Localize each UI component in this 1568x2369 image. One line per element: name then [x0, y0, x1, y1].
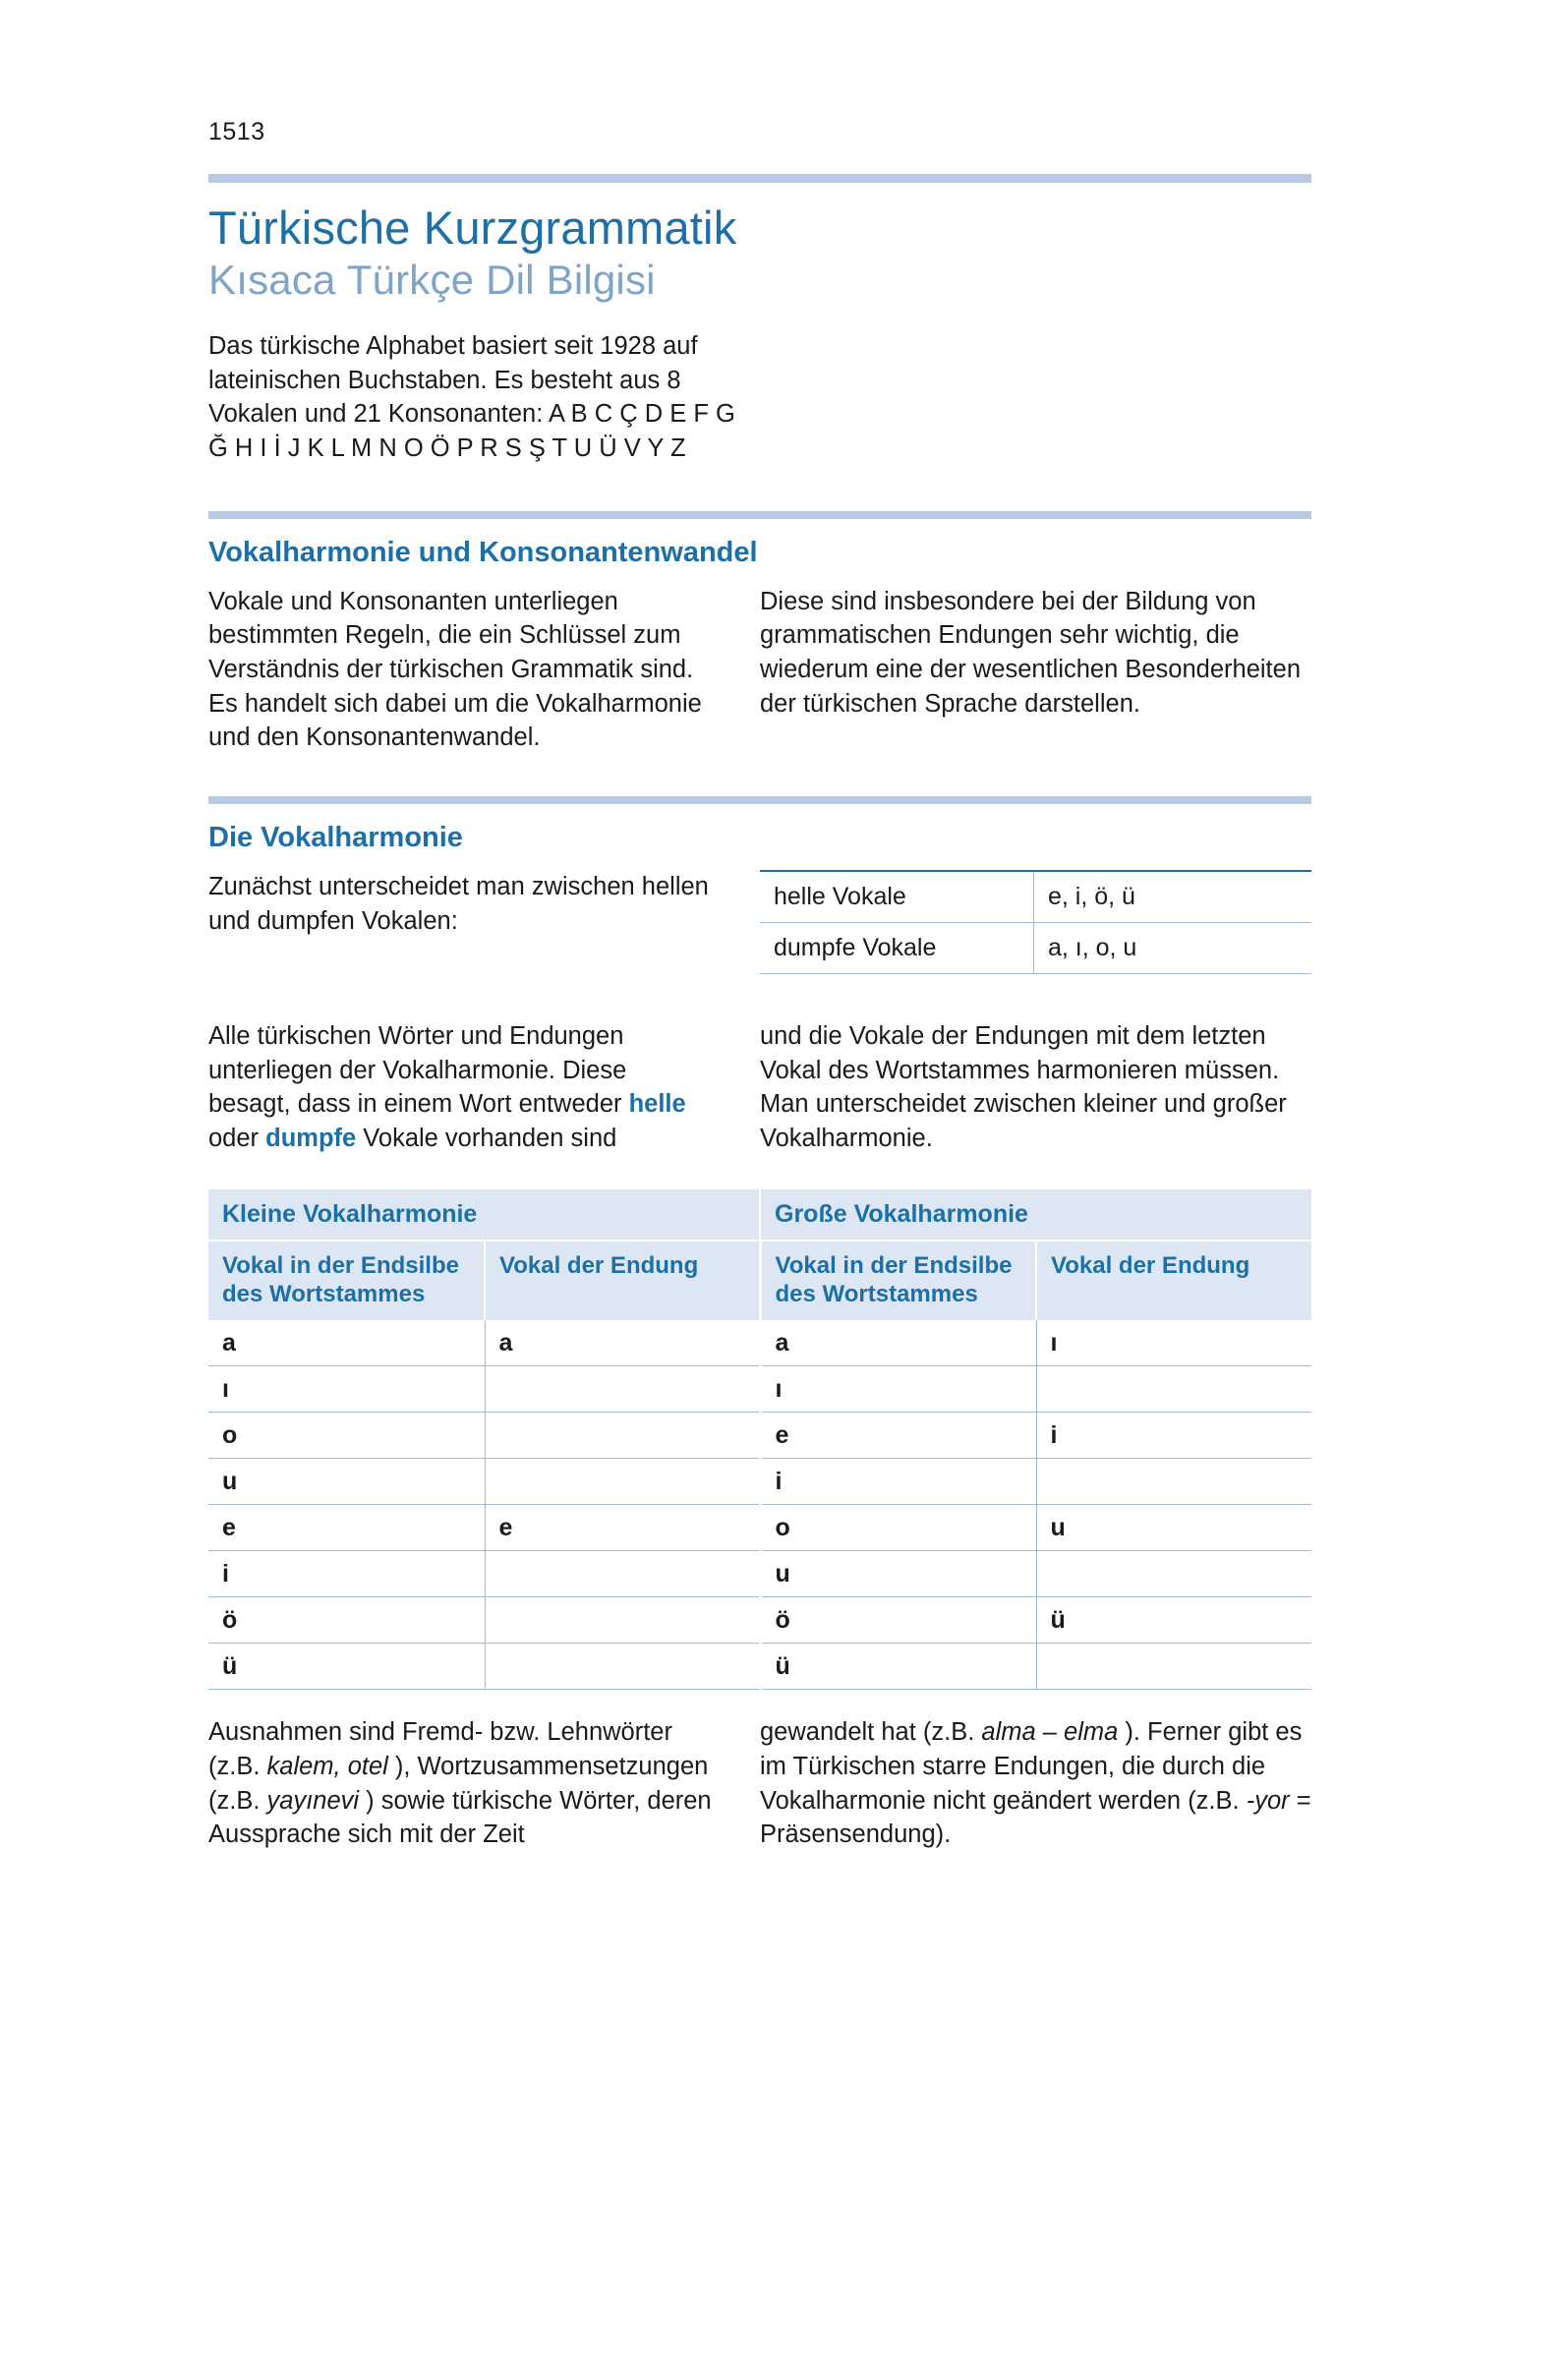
- cell: ö: [760, 1597, 1036, 1644]
- page-title: Türkische Kurzgrammatik: [208, 202, 737, 254]
- text-2: ). Ferner gibt es im Türkischen starre Endungen, die durch die Vokalharmonie nicht geändert werden (z.B.: [760, 1718, 1303, 1815]
- example-alma-elma: alma – elma: [981, 1718, 1119, 1747]
- example-yor: -yor: [1246, 1786, 1290, 1815]
- harmony-col-header-3: Vokal in der Endsilbe des Wortstammes: [760, 1241, 1036, 1321]
- cell: o: [208, 1413, 485, 1459]
- cell: [1036, 1644, 1311, 1690]
- vowel-type-value: a, ı, o, u: [1034, 923, 1312, 974]
- table-row: [208, 1597, 1311, 1644]
- cell: [485, 1366, 760, 1413]
- divider-section-2: [208, 796, 1311, 804]
- text-3: ) sowie türkische Wörter, deren Aussprache sich mit der Zeit: [208, 1786, 712, 1849]
- cell: a: [485, 1320, 760, 1366]
- cell: o: [760, 1505, 1036, 1551]
- exceptions-paragraphs: [208, 1715, 1311, 1852]
- divider-section-1: [208, 511, 1311, 519]
- table-row: [208, 1551, 1311, 1597]
- section-title-vokalharmonie-konsonantenwandel: Vokalharmonie und Konsonantenwandel: [208, 536, 758, 568]
- exceptions-left-paragraph: [208, 1715, 760, 1852]
- harmony-group-grosse: Große Vokalharmonie: [760, 1189, 1311, 1241]
- cell: u: [760, 1551, 1036, 1597]
- cell: [485, 1597, 760, 1644]
- table-row: [208, 1366, 1311, 1413]
- cell: [485, 1459, 760, 1505]
- text-3: = Präsensendung).: [760, 1786, 1311, 1849]
- cell: e: [208, 1505, 485, 1551]
- section-title-die-vokalharmonie: Die Vokalharmonie: [208, 822, 463, 854]
- cell: ı: [760, 1366, 1036, 1413]
- vowel-harmony-left-paragraph: [208, 1019, 760, 1156]
- cell: [1036, 1366, 1311, 1413]
- cell: i: [760, 1459, 1036, 1505]
- vowel-lead-paragraph: Zunächst unterscheidet man zwischen hellen und dumpfen Vokalen:: [208, 873, 709, 935]
- table-row: [760, 871, 1311, 923]
- page-content: [208, 118, 1311, 1852]
- harmony-column-header-row: [208, 1241, 1311, 1321]
- cell: [1036, 1459, 1311, 1505]
- text-mid: oder: [208, 1125, 266, 1153]
- table-row: [208, 1320, 1311, 1366]
- example-yayinevi: yayınevi: [266, 1786, 360, 1815]
- example-kalem-otel: kalem, otel: [266, 1752, 388, 1780]
- cell: a: [208, 1320, 485, 1366]
- cell: [1036, 1551, 1311, 1597]
- cell: u: [1036, 1505, 1311, 1551]
- harmony-col-header-1: Vokal in der Endsilbe des Wortstammes: [208, 1241, 485, 1321]
- vowel-intro-block: [208, 870, 1311, 974]
- cell: e: [760, 1413, 1036, 1459]
- vowel-type-label: dumpfe Vokale: [760, 923, 1034, 974]
- table-row: [208, 1459, 1311, 1505]
- page-subtitle: Kısaca Türkçe Dil Bilgisi: [208, 257, 656, 303]
- cell: ı: [208, 1366, 485, 1413]
- vowel-harmony-explanation: [208, 1019, 1311, 1156]
- harmony-col-header-2: Vokal der Endung: [485, 1241, 760, 1321]
- cell: i: [1036, 1413, 1311, 1459]
- vowel-type-value: e, i, ö, ü: [1034, 871, 1312, 923]
- section-1-right-paragraph: Diese sind insbesondere bei der Bildung von grammatischen Endungen sehr wichtig, die wiederum eine der wesentlichen Besonderheiten der türkischen Sprache darstellen.: [760, 587, 1302, 718]
- cell: [485, 1413, 760, 1459]
- harmony-col-header-4: Vokal der Endung: [1036, 1241, 1311, 1321]
- text-2: ), Wortzusammensetzungen (z.B.: [208, 1752, 709, 1815]
- table-row: [208, 1505, 1311, 1551]
- cell: ı: [1036, 1320, 1311, 1366]
- cell: ü: [208, 1644, 485, 1690]
- harmony-group-kleine: Kleine Vokalharmonie: [208, 1189, 760, 1241]
- vowel-type-label: helle Vokale: [760, 871, 1034, 923]
- cell: e: [485, 1505, 760, 1551]
- divider-top: [208, 174, 1311, 183]
- table-row: [760, 923, 1311, 974]
- section-1-left-paragraph: Vokale und Konsonanten unterliegen bestimmten Regeln, die ein Schlüssel zum Verständnis der türkischen Grammatik sind. Es handelt sich dabei um die Vokalharmonie und den Konsonantenwandel.: [208, 587, 702, 752]
- vowel-types-table: [760, 870, 1311, 974]
- table-row: [208, 1413, 1311, 1459]
- text-post: Vokale vorhanden sind: [356, 1125, 617, 1153]
- cell: [485, 1644, 760, 1690]
- cell: a: [760, 1320, 1036, 1366]
- text-1: gewandelt hat (z.B.: [760, 1718, 982, 1747]
- highlight-dumpfe: dumpfe: [265, 1125, 357, 1153]
- text-pre: Alle türkischen Wörter und Endungen unterliegen der Vokalharmonie. Diese besagt, dass in einem Wort entweder: [208, 1022, 629, 1119]
- text-1: Ausnahmen sind Fremd- bzw. Lehnwörter (z.B.: [208, 1718, 672, 1780]
- highlight-helle: helle: [628, 1090, 686, 1119]
- vowel-harmony-table: [208, 1189, 1311, 1691]
- cell: u: [208, 1459, 485, 1505]
- table-row: [208, 1644, 1311, 1690]
- intro-paragraph: Das türkische Alphabet basiert seit 1928 auf lateinischen Buchstaben. Es besteht aus 8 Vokalen und 21 Konsonanten: A B C Ç D E F G Ğ H I İ J K L M N O Ö P R S Ş T U Ü V Y Z: [208, 332, 735, 463]
- cell: ü: [1036, 1597, 1311, 1644]
- vowel-harmony-right-paragraph: und die Vokale der Endungen mit dem letzten Vokal des Wortstammes harmonieren müssen. Man unterscheidet zwischen kleiner und großer Vokalharmonie.: [760, 1022, 1287, 1153]
- section-1-columns: [208, 585, 1311, 755]
- cell: i: [208, 1551, 485, 1597]
- harmony-group-header-row: [208, 1189, 1311, 1241]
- cell: ü: [760, 1644, 1036, 1690]
- cell: ö: [208, 1597, 485, 1644]
- page-number: 1513: [208, 118, 265, 145]
- cell: [485, 1551, 760, 1597]
- exceptions-right-paragraph: [760, 1715, 1311, 1852]
